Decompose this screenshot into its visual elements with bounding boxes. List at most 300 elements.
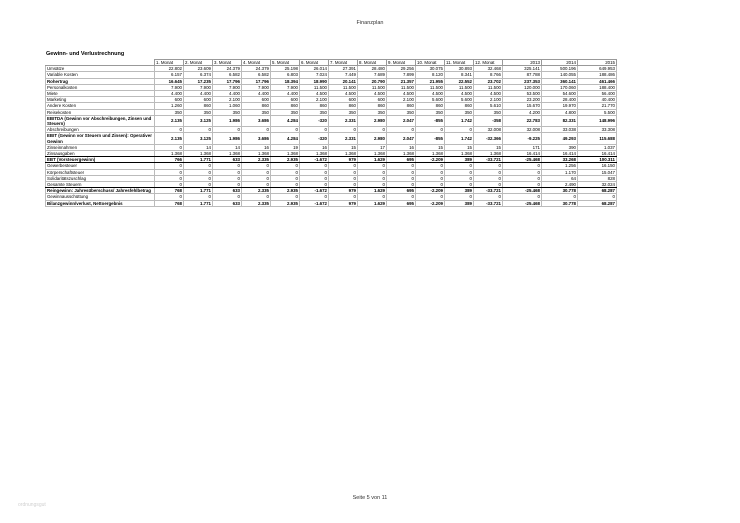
table-cell: 11.500	[387, 84, 416, 90]
table-cell: 15.670	[503, 103, 542, 109]
table-cell: -1.672	[300, 200, 329, 206]
table-cell: 695	[387, 188, 416, 194]
table-cell: 350	[155, 109, 184, 115]
table-cell: 0	[271, 194, 300, 200]
column-header: 1. Monat	[155, 60, 184, 66]
table-cell: 7.900	[271, 84, 300, 90]
table-cell: 87.788	[503, 72, 542, 78]
table-cell: 500.196	[542, 66, 578, 72]
row-label: Abschreibungen	[46, 127, 155, 133]
table-cell: 0	[213, 163, 242, 169]
table-cell: 461.466	[578, 78, 617, 84]
table-cell: 600	[184, 97, 213, 103]
column-header: 7. Monat	[329, 60, 358, 66]
table-cell: 4.500	[387, 91, 416, 97]
table-cell: 21.357	[387, 78, 416, 84]
table-cell: 0	[358, 169, 387, 175]
row-label: Marketing	[46, 97, 155, 103]
table-cell: 4.400	[242, 91, 271, 97]
table-cell: 1.037	[578, 144, 617, 150]
table-cell: 4.200	[503, 109, 542, 115]
table-cell: 237.353	[503, 78, 542, 84]
table-cell: -855	[416, 115, 445, 126]
table-cell: 21.955	[416, 78, 445, 84]
table-cell: 19	[271, 144, 300, 150]
table-cell: 4.500	[474, 91, 503, 97]
section-title: Gewinn- und Verlustrechnung	[46, 51, 125, 57]
table-cell: 82.331	[542, 115, 578, 126]
table-cell: 2.980	[358, 133, 387, 144]
table-cell: 0	[503, 182, 542, 188]
table-cell: 350	[300, 109, 329, 115]
table-cell: 350	[445, 109, 474, 115]
table-cell: 0	[416, 175, 445, 181]
table-cell: 0	[155, 182, 184, 188]
table-cell: 633	[213, 188, 242, 194]
table-row	[46, 200, 617, 206]
table-cell: 1.368	[358, 151, 387, 157]
table-cell: 33.038	[542, 127, 578, 133]
table-cell: 24.379	[242, 66, 271, 72]
column-header: 2014	[542, 60, 578, 66]
table-cell: 30.075	[416, 66, 445, 72]
table-cell: 3.686	[242, 133, 271, 144]
table-cell: 2.331	[329, 133, 358, 144]
table-cell: 28.400	[542, 97, 578, 103]
table-cell: 3.125	[184, 133, 213, 144]
table-cell: 22.552	[445, 78, 474, 84]
row-label: Miete	[46, 91, 155, 97]
table-cell: 0	[300, 182, 329, 188]
column-header: 2. Monat	[184, 60, 213, 66]
table-cell: 389	[445, 200, 474, 206]
column-header: 4. Monat	[242, 60, 271, 66]
table-cell: 0	[542, 194, 578, 200]
table-cell: 0	[445, 163, 474, 169]
table-cell: 860	[184, 103, 213, 109]
table-body	[46, 66, 617, 207]
row-label: Zinsausgaben	[46, 151, 155, 157]
table-cell: -2.209	[416, 157, 445, 163]
table-cell: -33.721	[474, 200, 503, 206]
table-cell: 1.368	[184, 151, 213, 157]
table-cell: 0	[242, 182, 271, 188]
table-cell: 33.268	[542, 157, 578, 163]
table-cell: -2.209	[416, 188, 445, 194]
table-cell: -1.672	[300, 188, 329, 194]
table-cell: 16.645	[155, 78, 184, 84]
table-cell: 33.308	[578, 127, 617, 133]
table-cell: 1.170	[542, 169, 578, 175]
table-cell: 0	[445, 169, 474, 175]
table-cell: 0	[358, 163, 387, 169]
table-cell: 8.341	[445, 72, 474, 78]
table-cell: 0	[474, 194, 503, 200]
column-header: 8. Monat	[358, 60, 387, 66]
table-cell: 11.500	[474, 84, 503, 90]
table-cell: 1.368	[416, 151, 445, 157]
table-cell: 64	[542, 175, 578, 181]
table-cell: 0	[213, 182, 242, 188]
column-header: 5. Monat	[271, 60, 300, 66]
table-cell: 1.368	[155, 151, 184, 157]
table-cell: 360.141	[542, 78, 578, 84]
table-cell: 16.150	[578, 163, 617, 169]
table-cell: 2.335	[242, 188, 271, 194]
table-cell: 600	[271, 97, 300, 103]
table-cell: 0	[416, 169, 445, 175]
table-cell: 7.689	[358, 72, 387, 78]
row-label: EBITDA (Gewinn vor Abschreibungen, Zinsen und Steuern)	[46, 115, 155, 126]
table-cell: 350	[213, 109, 242, 115]
table-cell: 7.900	[213, 84, 242, 90]
table-cell: 6.582	[213, 72, 242, 78]
table-cell: 15	[474, 144, 503, 150]
row-label: Umsätze	[46, 66, 155, 72]
column-header: 10. Monat	[416, 60, 445, 66]
table-cell: 0	[184, 163, 213, 169]
table-cell: 6.803	[271, 72, 300, 78]
table-cell: 2.047	[387, 115, 416, 126]
table-cell: 1.742	[445, 133, 474, 144]
table-cell: 860	[358, 103, 387, 109]
table-cell: 54.600	[542, 91, 578, 97]
table-cell: 4.400	[213, 91, 242, 97]
table-cell: 7.899	[387, 72, 416, 78]
table-row	[46, 115, 617, 126]
table-cell: 0	[416, 163, 445, 169]
table-cell: 7.449	[329, 72, 358, 78]
row-label: Gesamte Steuern	[46, 182, 155, 188]
table-cell: 0	[213, 169, 242, 175]
table-cell: 0	[155, 127, 184, 133]
row-label: Reingewinn: Jahresüberschuss/ Jahresfehlbetrag	[46, 188, 155, 194]
table-cell: 53.500	[503, 91, 542, 97]
table-cell: 0	[416, 182, 445, 188]
table-cell: 32.468	[474, 66, 503, 72]
table-cell: 0	[271, 169, 300, 175]
table-cell: 2.135	[155, 133, 184, 144]
table-cell: 860	[300, 103, 329, 109]
table-cell: 4.500	[358, 91, 387, 97]
table-cell: 0	[329, 182, 358, 188]
table-cell: 23.702	[474, 78, 503, 84]
page-header-title: Finanzplan	[356, 20, 384, 26]
table-cell: 23.200	[503, 97, 542, 103]
table-cell: 350	[329, 109, 358, 115]
table-cell: 0	[503, 194, 542, 200]
table-cell: 20.141	[329, 78, 358, 84]
row-label: Körperschaftsteuer	[46, 169, 155, 175]
row-label: EBIT (Gewinn vor Steuern und Zinsen): Operativer Gewinn	[46, 133, 155, 144]
watermark: ordnungsgut	[18, 502, 46, 508]
table-cell: 1.629	[358, 188, 387, 194]
table-cell: 860	[329, 103, 358, 109]
table-cell: 350	[184, 109, 213, 115]
table-cell: 1.368	[300, 151, 329, 157]
table-cell: 2.935	[271, 157, 300, 163]
table-cell: 100.311	[578, 157, 617, 163]
column-header: 2015	[578, 60, 617, 66]
table-cell: 0	[445, 194, 474, 200]
table-cell: 0	[474, 182, 503, 188]
table-cell: 0	[300, 175, 329, 181]
table-cell: 7.900	[155, 84, 184, 90]
table-cell: 766	[155, 157, 184, 163]
table-cell: 0	[329, 169, 358, 175]
table-cell: 2.935	[271, 200, 300, 206]
table-cell: 860	[271, 103, 300, 109]
table-cell: 0	[416, 127, 445, 133]
table-cell: 115.688	[578, 133, 617, 144]
table-cell: 120.000	[503, 84, 542, 90]
column-header: 2013	[503, 60, 542, 66]
table-cell: 350	[358, 109, 387, 115]
table-cell: 14	[184, 144, 213, 150]
table-cell: 325.141	[503, 66, 542, 72]
table-cell: 0	[416, 194, 445, 200]
table-cell: 0	[445, 175, 474, 181]
table-cell: 0	[213, 127, 242, 133]
table-cell: 0	[503, 163, 542, 169]
table-cell: 32.024	[578, 182, 617, 188]
table-cell: 0	[387, 194, 416, 200]
table-cell: 0	[445, 127, 474, 133]
table-cell: 350	[474, 109, 503, 115]
table-cell: 5.600	[416, 97, 445, 103]
table-cell: 4.284	[271, 133, 300, 144]
table-cell: 860	[242, 103, 271, 109]
table-cell: 19.970	[542, 103, 578, 109]
table-cell: 1.771	[184, 157, 213, 163]
table-cell: 600	[242, 97, 271, 103]
table-cell: 389	[445, 188, 474, 194]
table-cell: 17.796	[213, 78, 242, 84]
table-cell: 27.391	[329, 66, 358, 72]
table-cell: 17	[358, 144, 387, 150]
table-cell: 22.802	[155, 66, 184, 72]
table-cell: 2.331	[329, 115, 358, 126]
table-cell: 2.935	[271, 188, 300, 194]
table-cell: 4.400	[184, 91, 213, 97]
table-cell: 2.047	[387, 133, 416, 144]
table-cell: 0	[387, 163, 416, 169]
table-cell: 1.771	[184, 188, 213, 194]
table-cell: 0	[503, 175, 542, 181]
table-cell: 860	[387, 103, 416, 109]
row-label: Bilanzgewinn/verlust, Nettoergebnis	[46, 200, 155, 206]
table-cell: 11.500	[358, 84, 387, 90]
table-cell: 0	[300, 194, 329, 200]
column-header: 6. Monat	[300, 60, 329, 66]
table-cell: 0	[213, 194, 242, 200]
table-cell: 15.047	[578, 169, 617, 175]
table-cell: 49.293	[542, 133, 578, 144]
table-cell: 768	[155, 188, 184, 194]
table-cell: 6.374	[184, 72, 213, 78]
table-cell: 1.742	[445, 115, 474, 126]
row-label: Zinseinnahmen	[46, 144, 155, 150]
table-cell: 0	[271, 175, 300, 181]
table-cell: -855	[416, 133, 445, 144]
table-cell: 32.008	[503, 127, 542, 133]
table-cell: 695	[387, 200, 416, 206]
table-cell: 4.500	[329, 91, 358, 97]
table-cell: 26.014	[300, 66, 329, 72]
table-cell: 860	[445, 103, 474, 109]
table-cell: 188.486	[578, 72, 617, 78]
table-cell: 0	[184, 175, 213, 181]
table-cell: 0	[184, 182, 213, 188]
table-row	[46, 133, 617, 144]
table-cell: 15	[329, 144, 358, 150]
table-cell: 2.135	[155, 115, 184, 126]
table-cell: 140.055	[542, 72, 578, 78]
table-cell: 0	[474, 163, 503, 169]
row-label: Rohertrag	[46, 78, 155, 84]
table-cell: 8.120	[416, 72, 445, 78]
table-cell: 11.500	[329, 84, 358, 90]
table-cell: 2.980	[358, 115, 387, 126]
table-cell: 350	[242, 109, 271, 115]
table-cell: 11.500	[416, 84, 445, 90]
table-cell: 171	[503, 144, 542, 150]
column-header: 12. Monat	[474, 60, 503, 66]
table-cell: 0	[242, 169, 271, 175]
table-cell: 0	[329, 175, 358, 181]
table-cell: 0	[358, 194, 387, 200]
table-cell: 1.368	[387, 151, 416, 157]
row-label: Gewinnausschüttung	[46, 194, 155, 200]
table-cell: 0	[271, 182, 300, 188]
table-cell: 21.770	[578, 103, 617, 109]
table-cell: 7.900	[184, 84, 213, 90]
table-cell: 0	[474, 169, 503, 175]
table-cell: 390	[542, 144, 578, 150]
table-cell: 600	[155, 97, 184, 103]
table-cell: 0	[445, 182, 474, 188]
table-cell: 0	[329, 127, 358, 133]
table-cell: -32.366	[474, 133, 503, 144]
table-cell: 170.060	[542, 84, 578, 90]
table-cell: 5.500	[578, 109, 617, 115]
table-cell: 0	[387, 169, 416, 175]
table-cell: 16.414	[542, 151, 578, 157]
table-cell: 0	[503, 169, 542, 175]
table-cell: 188.400	[578, 84, 617, 90]
table-cell: 16	[300, 144, 329, 150]
table-cell: 0	[474, 175, 503, 181]
table-cell: 29.256	[387, 66, 416, 72]
table-cell: 7.024	[300, 72, 329, 78]
table-cell: 0	[271, 127, 300, 133]
table-cell: 56.400	[578, 91, 617, 97]
table-cell: 4.400	[271, 91, 300, 97]
row-label: Personalkosten	[46, 84, 155, 90]
table-cell: -320	[300, 133, 329, 144]
table-cell: 1.629	[358, 157, 387, 163]
table-cell: 16.414	[503, 151, 542, 157]
page-number: Seite 5 von 11	[352, 495, 388, 501]
table-cell: 8.766	[474, 72, 503, 78]
table-cell: 389	[445, 157, 474, 163]
table-cell: 4.500	[445, 91, 474, 97]
table-cell: 0	[358, 182, 387, 188]
table-cell: -25.468	[503, 188, 542, 194]
table-cell: 1.368	[329, 151, 358, 157]
column-header: 9. Monat	[387, 60, 416, 66]
table-cell: 24.379	[213, 66, 242, 72]
table-cell: -9.225	[503, 133, 542, 144]
table-cell: 4.400	[155, 91, 184, 97]
table-cell: 0	[155, 144, 184, 150]
table-cell: 2.335	[242, 200, 271, 206]
table-cell: 600	[358, 97, 387, 103]
table-cell: 979	[329, 157, 358, 163]
table-cell: 16.414	[578, 151, 617, 157]
table-cell: 28.480	[358, 66, 387, 72]
row-label: Gewerbesteuer	[46, 163, 155, 169]
table-cell: -2.209	[416, 200, 445, 206]
table-cell: 1.368	[271, 151, 300, 157]
table-cell: -33.721	[474, 188, 503, 194]
table-cell: 68.287	[578, 188, 617, 194]
table-cell: 828	[578, 175, 617, 181]
table-cell: 0	[387, 182, 416, 188]
table-cell: 30.778	[542, 200, 578, 206]
column-header: 3. Monat	[213, 60, 242, 66]
table-cell: 40.400	[578, 97, 617, 103]
table-cell: 1.986	[213, 115, 242, 126]
table-cell: 0	[358, 127, 387, 133]
table-cell: 0	[329, 194, 358, 200]
table-cell: 649.953	[578, 66, 617, 72]
table-cell: 2.335	[242, 157, 271, 163]
table-cell: 0	[213, 175, 242, 181]
table-cell: -358	[474, 115, 503, 126]
table-cell: 0	[155, 175, 184, 181]
table-cell: 7.900	[242, 84, 271, 90]
table-cell: 0	[242, 163, 271, 169]
table-cell: 0	[329, 163, 358, 169]
table-cell: 11.500	[445, 84, 474, 90]
table-cell: 15	[445, 144, 474, 150]
table-cell: 1.060	[213, 103, 242, 109]
table-cell: 1.256	[542, 163, 578, 169]
table-cell: -25.468	[503, 157, 542, 163]
table-cell: 17.796	[242, 78, 271, 84]
table-cell: 17.235	[184, 78, 213, 84]
table-cell: 4.500	[300, 91, 329, 97]
table-cell: 0	[358, 175, 387, 181]
table-cell: 14	[213, 144, 242, 150]
table-cell: 0	[300, 163, 329, 169]
table-cell: 0	[387, 175, 416, 181]
table-cell: 0	[387, 127, 416, 133]
table-cell: 23.609	[184, 66, 213, 72]
table-cell: 350	[416, 109, 445, 115]
table-cell: 6.157	[155, 72, 184, 78]
table-cell: 16	[387, 144, 416, 150]
table-cell: 148.996	[578, 115, 617, 126]
table-cell: 1.260	[155, 103, 184, 109]
table-cell: 68.287	[578, 200, 617, 206]
table-cell: 2.100	[300, 97, 329, 103]
table-cell: 16	[242, 144, 271, 150]
table-cell: 0	[184, 127, 213, 133]
table-cell: 25.198	[271, 66, 300, 72]
table-cell: 30.778	[542, 188, 578, 194]
